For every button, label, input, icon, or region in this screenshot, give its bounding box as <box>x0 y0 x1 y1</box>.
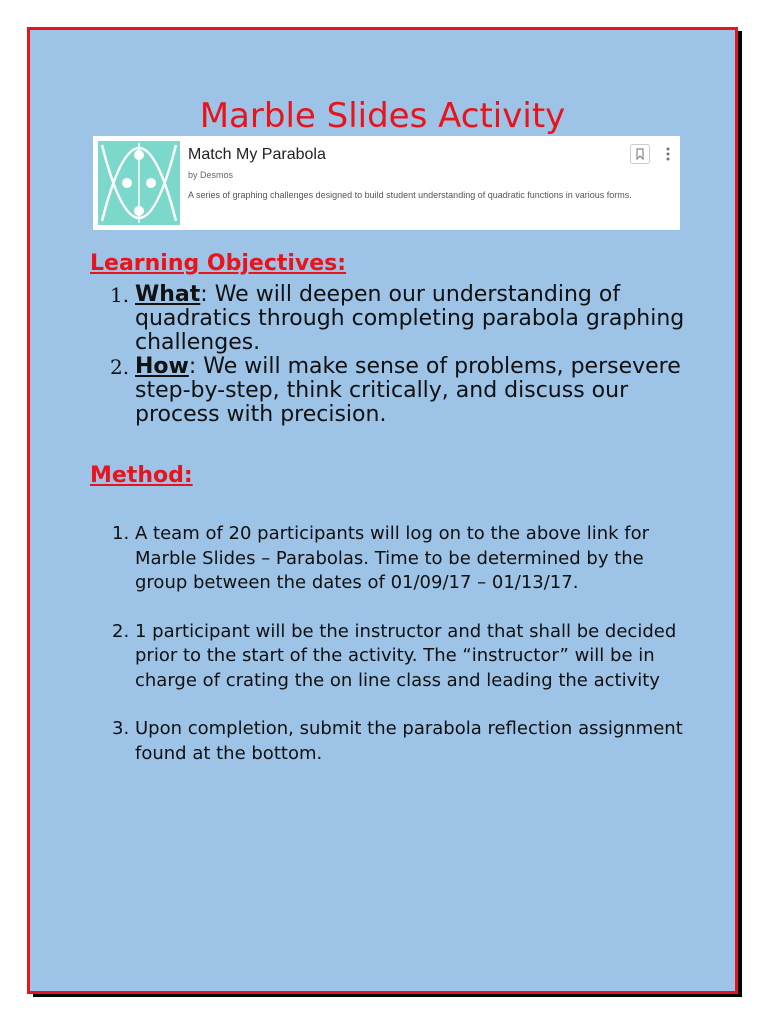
method-item <box>30 717 735 766</box>
card-author: by Desmos <box>188 170 234 180</box>
objective-item <box>30 355 735 427</box>
page-frame <box>27 27 738 994</box>
objective-key: How <box>135 354 189 379</box>
parabola-logo-graphic <box>98 141 180 225</box>
method-heading: Method: <box>90 463 193 488</box>
activity-link-card[interactable] <box>93 136 680 230</box>
method-list <box>30 522 735 790</box>
objective-key: What <box>135 282 201 307</box>
objective-text: : We will make sense of problems, persevere step-by-step, think critically, and discuss our process with precision. <box>135 354 681 427</box>
list-number: 2. <box>110 355 130 379</box>
card-title[interactable]: Match My Parabola <box>188 146 326 163</box>
method-text: 1 participant will be the instructor and that shall be decided prior to the start of the activity. The “instructor” will be in charge of crating the on line class and leading the activity <box>135 620 677 691</box>
objectives-heading: Learning Objectives: <box>90 251 347 276</box>
objectives-list <box>30 283 735 427</box>
more-vertical-icon[interactable] <box>663 144 673 164</box>
objective-text: : We will deepen our understanding of quadratics through completing parabola graphing challenges. <box>135 282 685 355</box>
method-item <box>30 522 735 596</box>
page-title: Marble Slides Activity <box>199 96 566 136</box>
list-number: 1. <box>112 523 130 544</box>
card-description: A series of graphing challenges designed to build student understanding of quadratic functions in various forms. <box>188 190 632 200</box>
bookmark-icon[interactable] <box>630 144 650 164</box>
list-number: 3. <box>112 718 130 739</box>
list-number: 2. <box>112 620 130 642</box>
method-item <box>30 620 735 694</box>
list-number: 1. <box>110 283 130 307</box>
parabola-logo-icon <box>98 141 180 225</box>
method-text: A team of 20 participants will log on to the above link for Marble Slides – Parabolas. Time to be determined by the group between the dates of 01/09/17 – 01/13/17. <box>135 523 650 593</box>
method-text: Upon completion, submit the parabola reflection assignment found at the bottom. <box>135 718 683 764</box>
objective-item <box>30 283 735 355</box>
